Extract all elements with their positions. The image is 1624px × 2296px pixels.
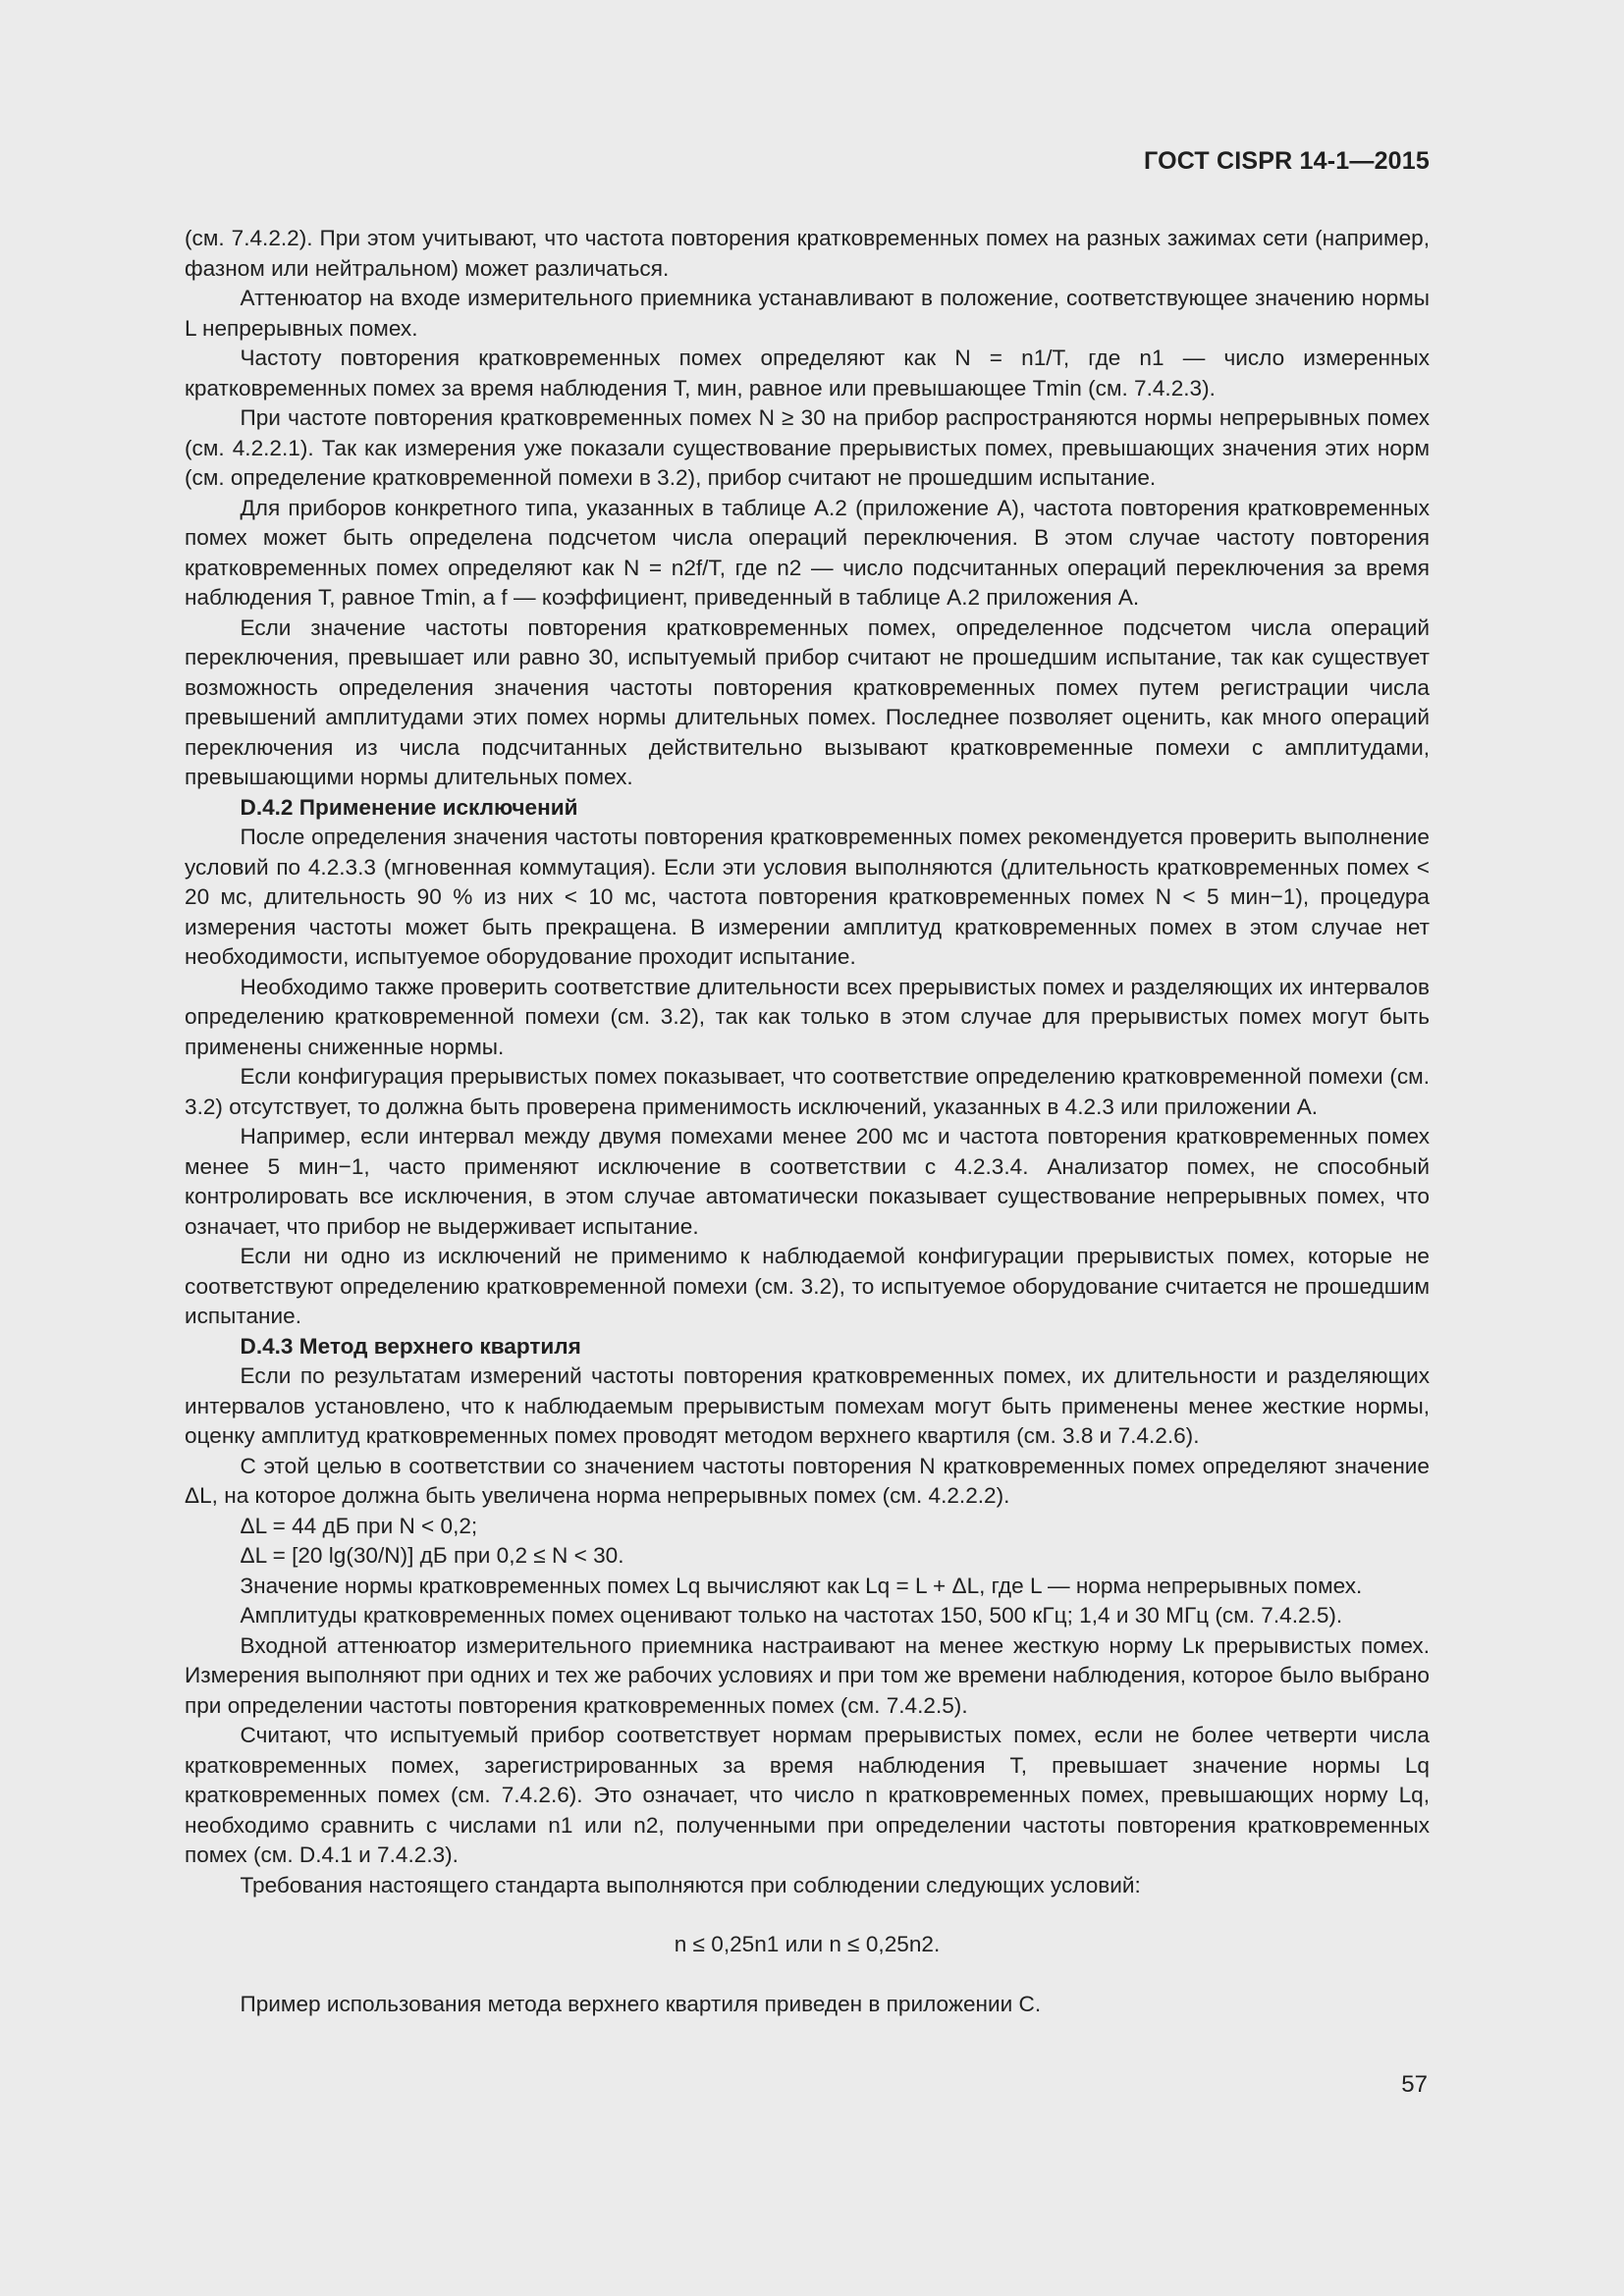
paragraph: Амплитуды кратковременных помех оценивают только на частотах 150, 500 кГц; 1,4 и 30 МГц (см. 7.4.2.5). <box>240 1603 1343 1628</box>
equation-line: ΔL = 44 дБ при N < 0,2; <box>240 1513 478 1538</box>
paragraph: (см. 7.4.2.2). При этом учитывают, что частота повторения кратковременных помех на разных зажимах сети (например, фазном или нейтральном) может различаться. <box>185 226 1430 281</box>
paragraph: Если значение частоты повторения кратковременных помех, определенное подсчетом числа операций переключения, превышает или равно 30, испытуемый прибор считают не прошедшим испытание, так как существует возможность определения значения частоты повторения кратковременных помех путем регистрации числа превышений амплитудами этих помех нормы длительных помех. Последнее позволяет оценить, как много операций переключения из числа подсчитанных действительно вызывают кратковременные помехи с амплитудами, превышающими нормы длительных помех. <box>185 614 1430 789</box>
equation-line: ΔL = [20 lg(30/N)] дБ при 0,2 ≤ N < 30. <box>240 1543 624 1568</box>
paragraph: Например, если интервал между двумя помехами менее 200 мс и частота повторения кратковременных помех менее 5 мин−1, часто применяют исключение в соответствии с 4.2.3.4. Анализатор помех, не способный контролировать все исключения, в этом случае автоматически показывает существование непрерывных помех, что означает, что прибор не выдерживает испытание. <box>185 1124 1430 1239</box>
paragraph: Значение нормы кратковременных помех Lq вычисляют как Lq = L + ΔL, где L — норма непрерывных помех. <box>240 1573 1363 1598</box>
paragraph: Если конфигурация прерывистых помех показывает, что соответствие определению кратковременной помехи (см. 3.2) отсутствует, то должна быть проверена применимость исключений, указанных в 4.2.3 или приложении А. <box>185 1064 1430 1119</box>
formula: n ≤ 0,25n1 или n ≤ 0,25n2. <box>674 1932 941 1956</box>
paragraph: После определения значения частоты повторения кратковременных помех рекомендуется проверить выполнение условий по 4.2.3.3 (мгновенная коммутация). Если эти условия выполняются (длительность кратковременных помех < 20 мс, длительность 90 % из них < 10 мс, частота повторения кратковременных помех N < 5 мин−1), процедура измерения частоты может быть прекращена. В измерении амплитуд кратковременных помех в этом случае нет необходимости, испытуемое оборудование проходит испытание. <box>185 825 1430 969</box>
paragraph: При частоте повторения кратковременных помех N ≥ 30 на прибор распространяются нормы непрерывных помех (см. 4.2.2.1). Так как измерения уже показали существование прерывистых помех, превышающих значения этих норм (см. определение кратковременной помехи в 3.2), прибор считают не прошедшим испытание. <box>185 405 1430 490</box>
paragraph: Входной аттенюатор измерительного приемника настраивают на менее жесткую норму Lк прерывистых помех. Измерения выполняют при одних и тех же рабочих условиях и при том же времени наблюдения, которое было выбрано при определении частоты повторения кратковременных помех (см. 7.4.2.5). <box>185 1632 1430 1718</box>
page-number: 57 <box>1401 2071 1428 2098</box>
paragraph: Пример использования метода верхнего квартиля приведен в приложении С. <box>240 1991 1042 2016</box>
paragraph: Если ни одно из исключений не применимо к наблюдаемой конфигурации прерывистых помех, которые не соответствуют определению кратковременной помехи (см. 3.2), то испытуемое оборудование считается не прошедшим испытание. <box>185 1244 1430 1328</box>
section-heading: D.4.2 Применение исключений <box>240 794 578 820</box>
paragraph: Необходимо также проверить соответствие длительности всех прерывистых помех и разделяющих их интервалов определению кратковременной помехи (см. 3.2), так как только в этом случае для прерывистых помех могут быть применены сниженные нормы. <box>185 974 1430 1059</box>
document-body <box>185 224 1430 2019</box>
paragraph: Считают, что испытуемый прибор соответствует нормам прерывистых помех, если не более четверти числа кратковременных помех, зарегистрированных за время наблюдения T, превышает значение нормы Lq кратковременных помех (см. 7.4.2.6). Это означает, что число n кратковременных помех, превышающих норму Lq, необходимо сравнить с числами n1 или n2, полученными при определении частоты повторения кратковременных помех (см. D.4.1 и 7.4.2.3). <box>185 1723 1430 1867</box>
paragraph: Аттенюатор на входе измерительного приемника устанавливают в положение, соответствующее значению нормы L непрерывных помех. <box>185 286 1430 341</box>
paragraph: Если по результатам измерений частоты повторения кратковременных помех, их длительности и разделяющих интервалов установлено, что к наблюдаемым прерывистым помехам могут быть применены менее жесткие нормы, оценку амплитуд кратковременных помех проводят методом верхнего квартиля (см. 3.8 и 7.4.2.6). <box>185 1363 1430 1448</box>
paragraph: Требования настоящего стандарта выполняются при соблюдении следующих условий: <box>240 1872 1141 1897</box>
paragraph: С этой целью в соответствии со значением частоты повторения N кратковременных помех определяют значение ΔL, на которое должна быть увеличена норма непрерывных помех (см. 4.2.2.2). <box>185 1453 1430 1508</box>
paragraph: Для приборов конкретного типа, указанных в таблице А.2 (приложение А), частота повторения кратковременных помех может быть определена подсчетом числа операций переключения. В этом случае частоту повторения кратковременных помех определяют как N = n2f/T, где n2 — число подсчитанных операций переключения за время наблюдения T, равное Tmin, а f — коэффициент, приведенный в таблице А.2 приложения А. <box>185 495 1430 610</box>
section-heading: D.4.3 Метод верхнего квартиля <box>240 1333 581 1359</box>
document-header: ГОСТ CISPR 14-1—2015 <box>1144 147 1430 175</box>
paragraph: Частоту повторения кратковременных помех определяют как N = n1/T, где n1 — число измеренных кратковременных помех за время наблюдения T, мин, равное или превышающее Tmin (см. 7.4.2.3). <box>185 346 1430 400</box>
